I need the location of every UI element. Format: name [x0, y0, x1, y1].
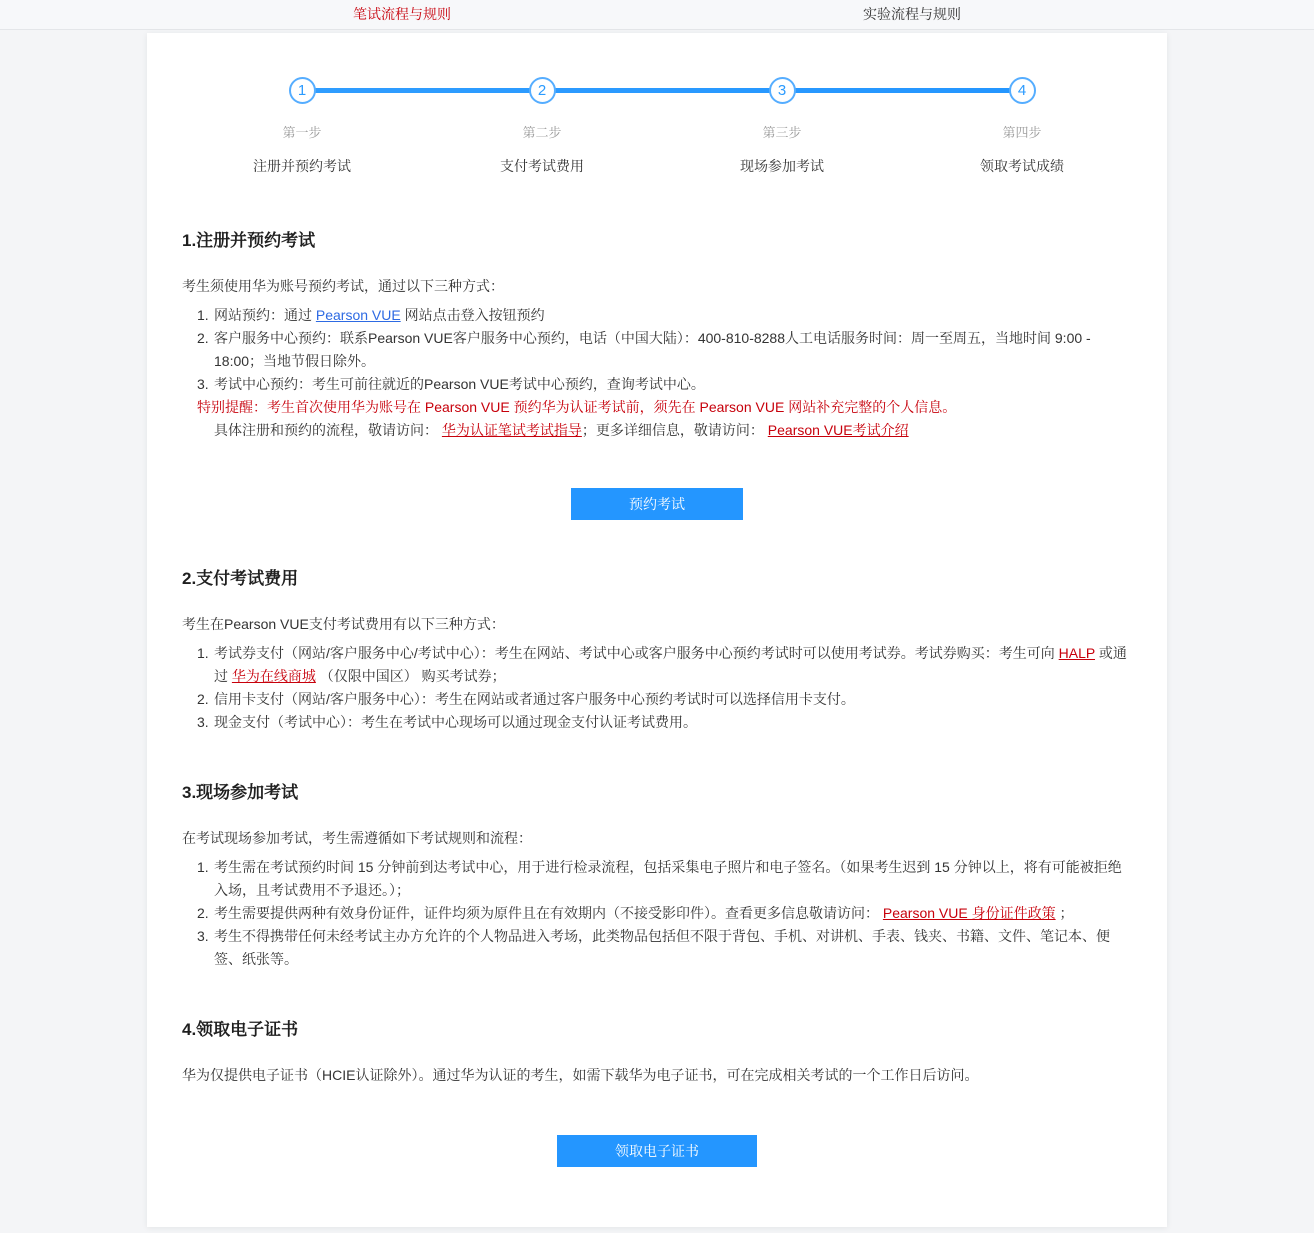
- huawei-online-store-link[interactable]: 华为在线商城: [231, 668, 316, 684]
- section-3-heading: 3.现场参加考试: [182, 783, 299, 802]
- pearson-vue-intro-link[interactable]: Pearson VUE考试介绍: [767, 422, 909, 438]
- exam-steps-progress: [182, 77, 1142, 176]
- tab-written-exam-rules[interactable]: 笔试流程与规则: [353, 6, 451, 22]
- step-2: [422, 77, 662, 176]
- section-pay-exam-fee: [182, 564, 1132, 734]
- special-reminder-text: 特别提醒：考生首次使用华为账号在 Pearson VUE 预约华为认证考试前，须先在 Pearson VUE 网站补充完整的个人信息。: [197, 399, 957, 415]
- section-1-heading: 1.注册并预约考试: [182, 231, 316, 250]
- step-4-circle: 4: [1009, 77, 1036, 104]
- list-item: 3. 现金支付（考试中心）：考生在考试中心现场可以通过现金支付认证考试费用。: [197, 714, 697, 730]
- top-tab-bar: [0, 0, 1314, 30]
- step-1-circle: 1: [289, 77, 316, 104]
- list-item: 1. 网站预约：通过 Pearson VUE 网站点击登入按钮预约: [197, 307, 545, 323]
- step-1: [182, 77, 422, 176]
- halp-link[interactable]: HALP: [1058, 645, 1095, 661]
- section-attend-exam-onsite: [182, 778, 1132, 971]
- content-card: [147, 33, 1167, 1227]
- section-4-heading: 4.领取电子证书: [182, 1020, 299, 1039]
- section-2-intro: 考生在Pearson VUE支付考试费用有以下三种方式：: [182, 616, 505, 632]
- tab-lab-exam-rules[interactable]: 实验流程与规则: [863, 6, 961, 22]
- list-item: 1. 考试券支付（网站/客户服务中心/考试中心）：考生在网站、考试中心或客户服务中心预约考试时可以使用考试券。考试券购买：考生可向 HALP 或通过 华为在线商城 （仅限中国区） 购买考试券；: [197, 645, 1127, 684]
- section-4-intro: 华为仅提供电子证书（HCIE认证除外）。通过华为认证的考生，如需下载华为电子证书，可在完成相关考试的一个工作日后访问。: [182, 1067, 979, 1083]
- tabs-container: [147, 0, 1167, 29]
- section-2-heading: 2.支付考试费用: [182, 569, 299, 588]
- step-1-sublabel: 第一步: [282, 125, 322, 140]
- step-4: [902, 77, 1142, 176]
- section-3-intro: 在考试现场参加考试，考生需遵循如下考试规则和流程：: [182, 830, 532, 846]
- list-item: 2. 信用卡支付（网站/客户服务中心）：考生在网站或者通过客户服务中心预约考试时可以选择信用卡支付。: [197, 691, 855, 707]
- section-get-e-certificate: [182, 1015, 1132, 1167]
- step-3: [662, 77, 902, 176]
- list-item: 3. 考生不得携带任何未经考试主办方允许的个人物品进入考场，此类物品包括但不限于背包、手机、对讲机、手表、钱夹、书籍、文件、笔记本、便签、纸张等。: [197, 928, 1110, 967]
- list-item: 1. 考生需在考试预约时间 15 分钟前到达考试中心，用于进行检录流程，包括采集电子照片和电子签名。（如果考生迟到 15 分钟以上，将有可能被拒绝入场，且考试费用不予退还。）；: [197, 859, 1122, 898]
- section-1-intro: 考生须使用华为账号预约考试，通过以下三种方式：: [182, 278, 504, 294]
- written-exam-guide-link[interactable]: 华为认证笔试考试指导: [441, 422, 582, 438]
- registration-guide-line: 具体注册和预约的流程，敬请访问： 华为认证笔试考试指导；更多详细信息，敬请访问： Pearson VUE考试介绍: [214, 422, 909, 438]
- step-4-sublabel: 第四步: [1002, 125, 1042, 140]
- step-2-circle: 2: [529, 77, 556, 104]
- section-register-and-book: [182, 226, 1132, 520]
- step-2-title: 支付考试费用: [500, 158, 584, 174]
- step-3-sublabel: 第三步: [762, 125, 802, 140]
- pearson-vue-link[interactable]: Pearson VUE: [315, 307, 401, 323]
- list-item: 2. 考生需要提供两种有效身份证件，证件均须为原件且在有效期内（不接受影印件）。查看更多信息敬请访问： Pearson VUE 身份证件政策 ；: [197, 905, 1074, 921]
- step-1-title: 注册并预约考试: [253, 158, 351, 174]
- book-exam-button[interactable]: 预约考试: [571, 488, 743, 520]
- list-item: 3. 考试中心预约：考生可前往就近的Pearson VUE考试中心预约，查询考试中心。: [197, 376, 705, 392]
- step-4-title: 领取考试成绩: [980, 158, 1064, 174]
- list-item: 2. 客户服务中心预约：联系Pearson VUE客户服务中心预约，电话（中国大陆）：400-810-8288人工电话服务时间：周一至周五，当地时间 9:00 - 18:00；当地节假日除外。: [197, 330, 1091, 369]
- step-3-title: 现场参加考试: [740, 158, 824, 174]
- id-policy-link[interactable]: Pearson VUE 身份证件政策: [882, 905, 1056, 921]
- step-2-sublabel: 第二步: [522, 125, 562, 140]
- step-3-circle: 3: [769, 77, 796, 104]
- get-certificate-button[interactable]: 领取电子证书: [557, 1135, 757, 1167]
